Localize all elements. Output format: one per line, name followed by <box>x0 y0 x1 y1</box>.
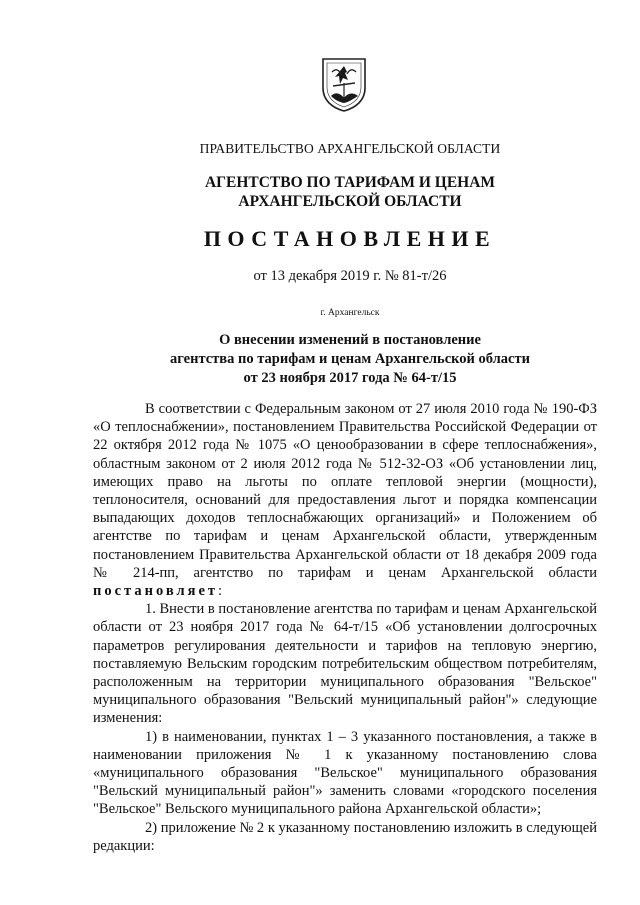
agency-name-line1: АГЕНТСТВО ПО ТАРИФАМ И ЦЕНАМ <box>204 174 496 191</box>
decree-word: постановляет <box>93 583 219 600</box>
document-type: ПОСТАНОВЛЕНИЕ <box>203 226 497 251</box>
coat-of-arms-icon <box>321 56 367 112</box>
subclause-2-paragraph: 2) приложение № 2 к указанному постановлению изложить в следующей редакции: <box>93 819 597 854</box>
preamble-text: В соответствии с Федеральным законом от 27 июля 2010 года № 190-ФЗ «О теплоснабжении», постановлением Правительства Российской Федерации от 22 октября 2012 года № 1075 «О ценообразовании в сфере теплоснабжения», областным законом от 2 июля 2012 года № 512-32-ОЗ «Об установлении лиц, имеющих право на льготы по оплате тепловой энергии (мощности), теплоносителя, оснований для предоставления льгот и порядка компенсации выпадающих доходов теплоснабжающих организаций» и Положением об агентстве по тарифам и ценам Архангельской области, утвержденным постановлением Правительства Архангельской области от 18 декабря 2009 года № 214-пп, агентство по тарифам и ценам Архангельской области <box>93 401 597 581</box>
subject-line2: агентства по тарифам и ценам Архангельской области <box>170 351 530 367</box>
preamble-paragraph <box>93 400 597 600</box>
agency-name-line2: АРХАНГЕЛЬСКОЙ ОБЛАСТИ <box>238 193 462 210</box>
agency-name <box>0 173 640 211</box>
preamble-colon: : <box>218 583 223 600</box>
government-name: ПРАВИТЕЛЬСТВО АРХАНГЕЛЬСКОЙ ОБЛАСТИ <box>199 141 501 156</box>
date-and-number: от 13 декабря 2019 г. № 81-т/26 <box>253 268 447 284</box>
document-subject <box>0 331 640 388</box>
subclause-1-paragraph: 1) в наименовании, пунктах 1 – 3 указанного постановления, а также в наименовании приложения № 1 к указанному постановлению слова «муниципального образования "Вельское" муниципального образования "Вельский муниципальный район"» заменить словами «городского поселения "Вельское" Вельского муниципального района Архангельской области»; <box>93 728 597 818</box>
subject-line3: от 23 ноября 2017 года № 64-т/15 <box>243 370 457 386</box>
subject-line1: О внесении изменений в постановление <box>219 332 481 348</box>
city-name: г. Архангельск <box>320 308 380 318</box>
clause-1-paragraph: 1. Внести в постановление агентства по тарифам и ценам Архангельской области от 23 ноября 2017 года № 64-т/15 «Об установлении долгосрочных параметров регулирования деятельности и тарифов на тепловую энергию, поставляемую Вельским городским потребительским обществом потребителям, расположенным на территории муниципального образования "Вельское" муниципального образования "Вельский муниципальный район"» следующие изменения: <box>93 601 597 727</box>
document-body <box>93 400 597 855</box>
